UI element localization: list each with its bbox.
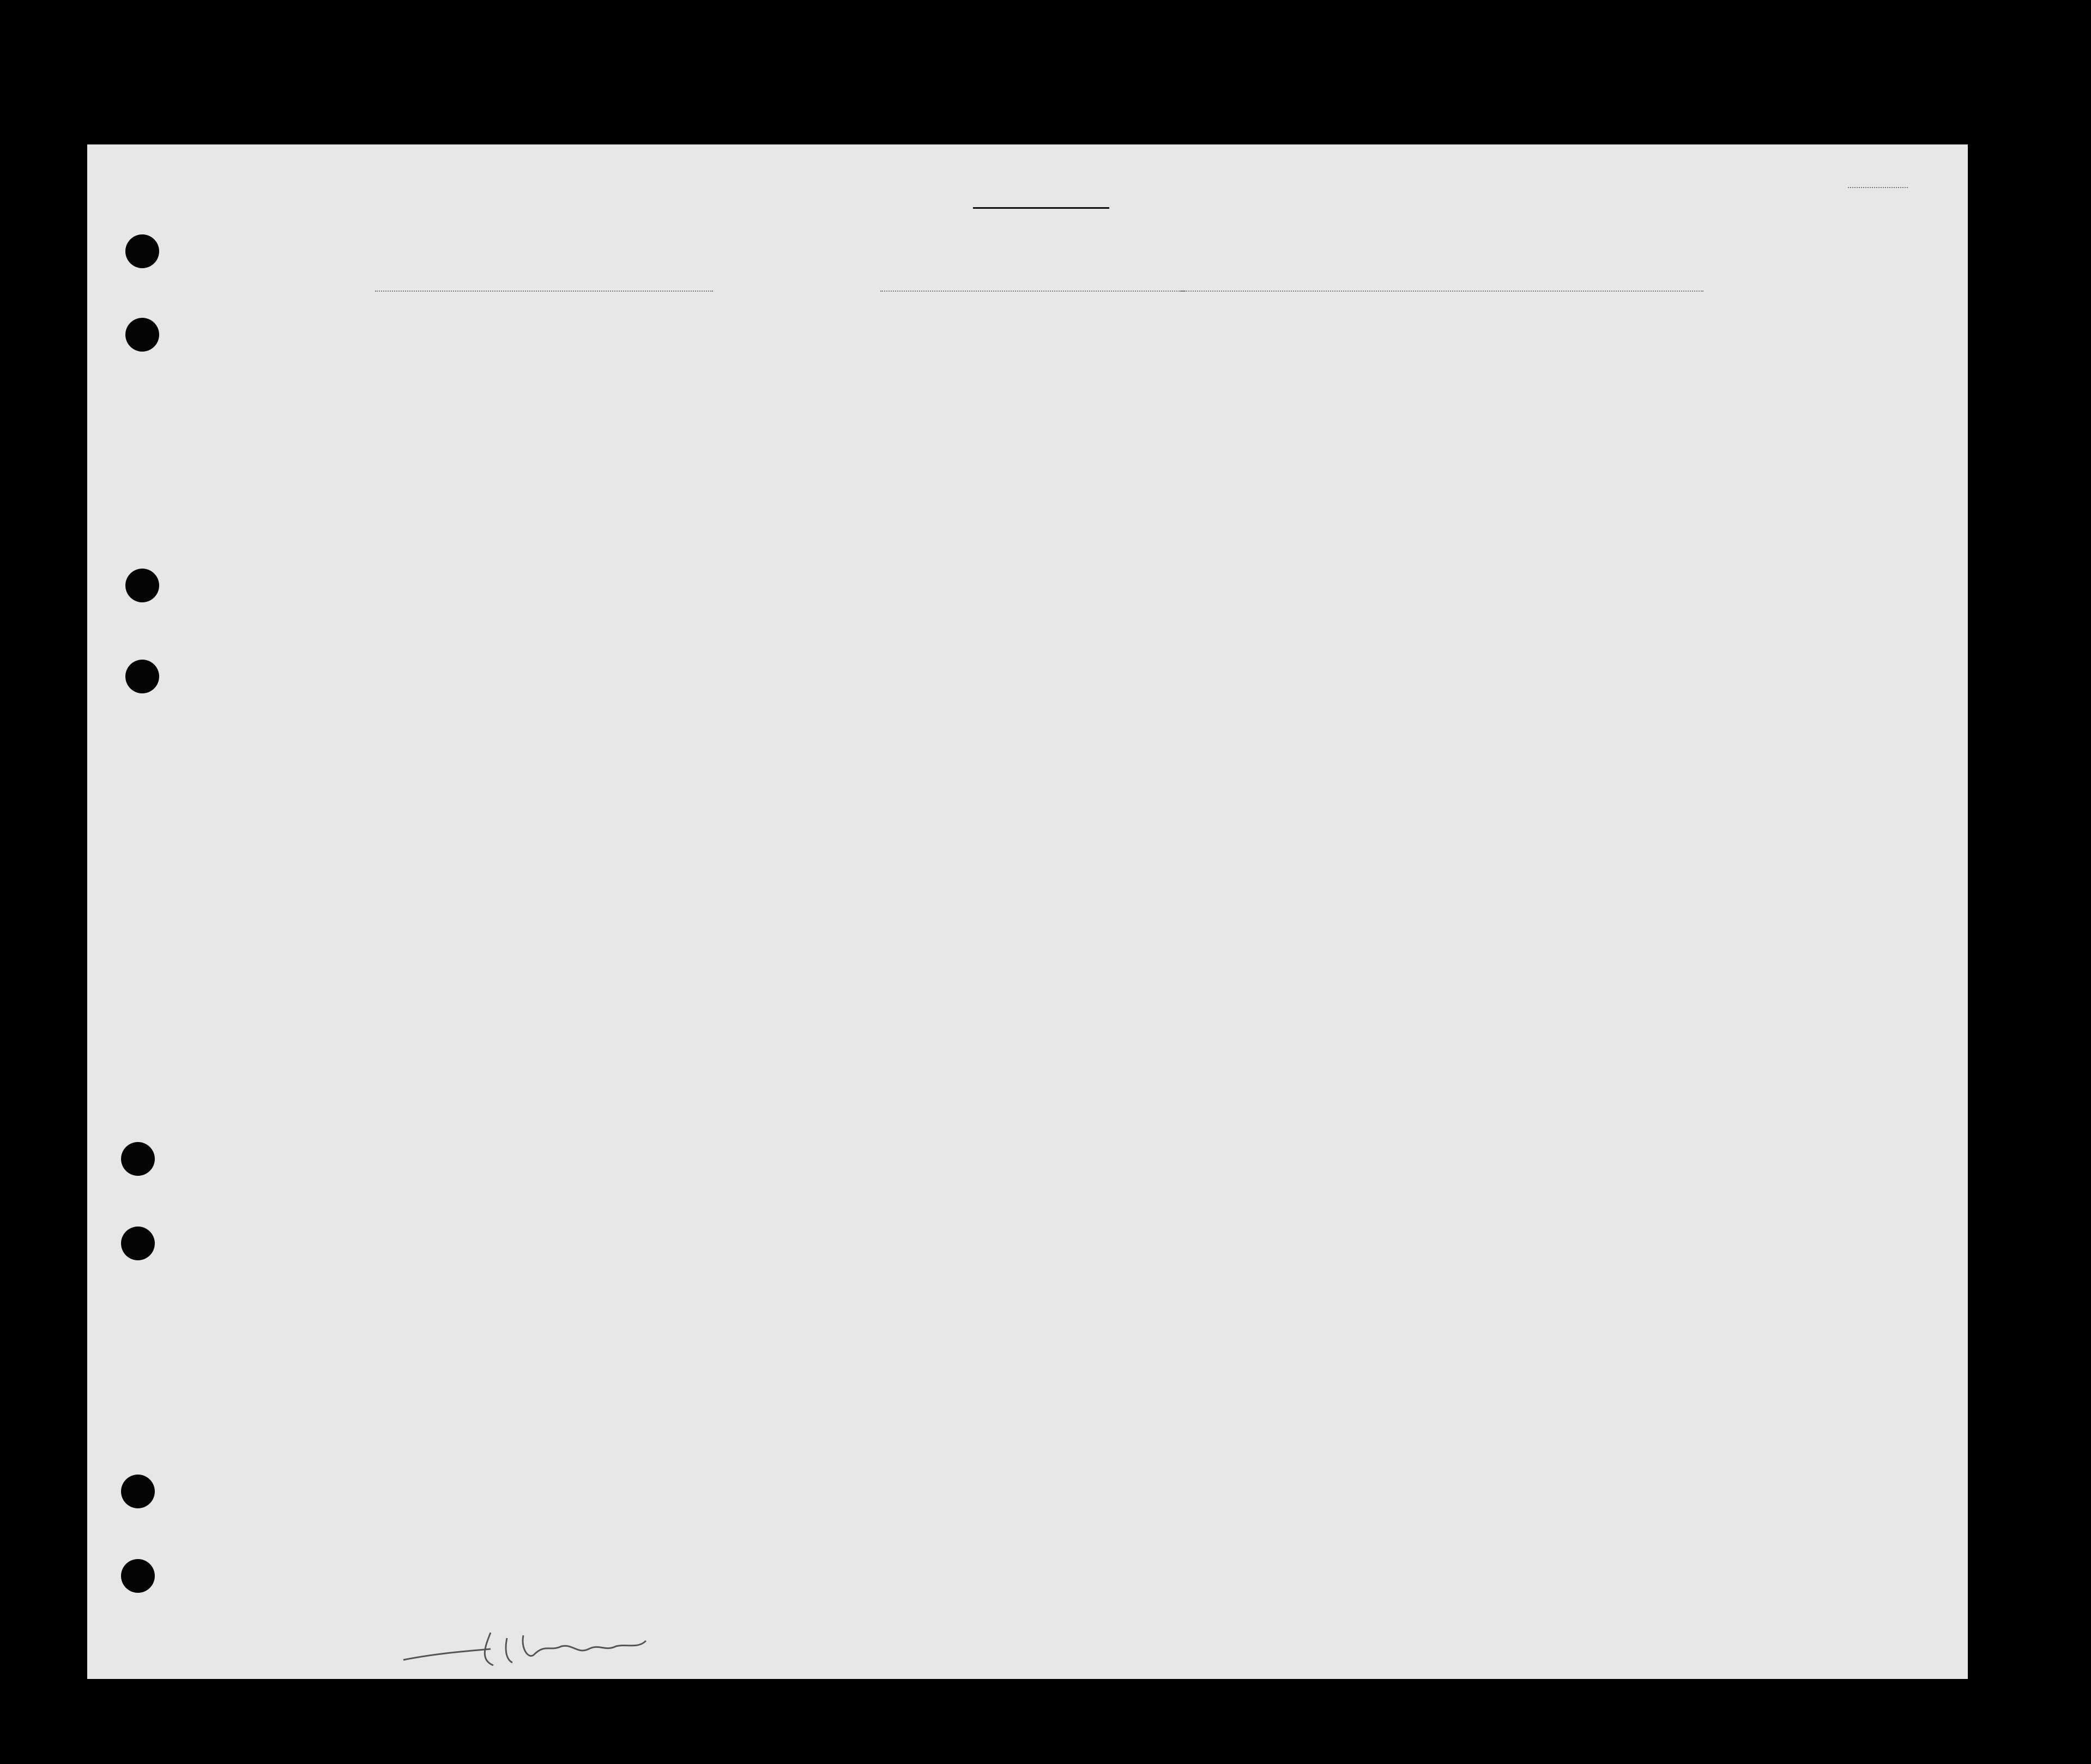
sheet-dotted-line <box>1848 187 1908 188</box>
owner-signature <box>398 1622 649 1676</box>
punch-hole <box>121 1142 155 1176</box>
arriving-dotted-line <box>1180 291 1703 292</box>
punch-hole <box>121 1559 155 1593</box>
vessel-dotted-line <box>375 291 713 292</box>
punch-hole <box>125 660 159 693</box>
title-underline <box>973 207 1109 209</box>
punch-hole <box>121 1227 155 1260</box>
punch-hole <box>125 234 159 268</box>
punch-hole <box>121 1475 155 1508</box>
punch-hole <box>125 569 159 602</box>
manifest-sheet <box>87 144 1968 1679</box>
sailing-dotted-line <box>880 291 1186 292</box>
punch-hole <box>125 318 159 352</box>
